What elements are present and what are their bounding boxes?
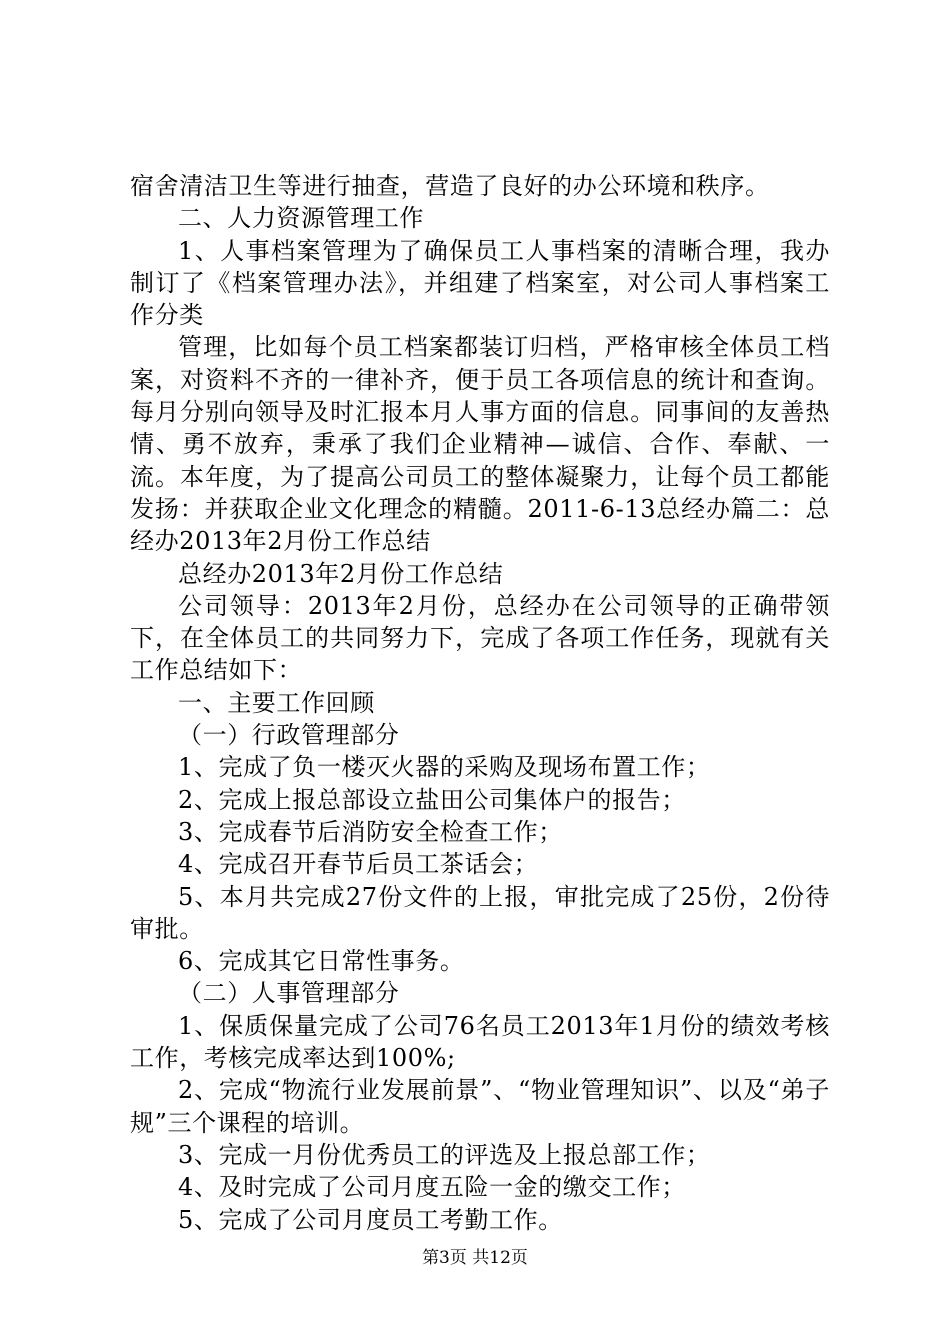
list-item: 4、及时完成了公司月度五险一金的缴交工作； bbox=[178, 1173, 686, 1202]
section-heading: 一、主要工作回顾 bbox=[178, 688, 375, 717]
paragraph: 宿舍清洁卫生等进行抽查，营造了良好的办公环境和秩序。 bbox=[130, 172, 770, 200]
paragraph: 管理，比如每个员工档案都装订归档，严格审核全体员工档案，对资料不齐的一律补齐，便于员工各项信息的统计和查询。每月分别向领导及时汇报本月人事方面的信息。同事间的友善热情、勇不放弃，秉承了我们企业精神—诚信、合作、奉献、一流。本年度，为了提高公司员工的整体凝聚力，让每个员工都能发扬：并获取企业文化理念的精髓。2011-6-13总经办篇二：总经办2013年2月份工作总结 bbox=[130, 333, 830, 556]
list-item: 1、保质保量完成了公司76名员工2013年1月份的绩效考核工作，考核完成率达到100%; bbox=[130, 1011, 830, 1073]
list-item: 5、完成了公司月度员工考勤工作。 bbox=[178, 1205, 563, 1234]
list-item: 6、完成其它日常性事务。 bbox=[178, 947, 465, 976]
page-number-footer: 第3页 共12页 bbox=[422, 1248, 528, 1268]
subsection-heading: （一）行政管理部分 bbox=[178, 721, 400, 750]
list-item: 1、完成了负一楼灭火器的采购及现场布置工作； bbox=[178, 753, 711, 782]
subsection-heading: （二）人事管理部分 bbox=[178, 979, 400, 1008]
list-item: 2、完成“物流行业发展前景”、“物业管理知识”、以及“弟子规”三个课程的培训。 bbox=[130, 1076, 830, 1137]
list-item: 3、完成一月份优秀员工的评选及上报总部工作； bbox=[178, 1140, 711, 1169]
paragraph: 1、人事档案管理为了确保员工人事档案的清晰合理，我办制订了《档案管理办法》，并组建了档案室，对公司人事档案工作分类 bbox=[130, 236, 830, 330]
paragraph: 公司领导：2013年2月份，总经办在公司领导的正确带领下，在全体员工的共同努力下，完成了各项工作任务，现就有关工作总结如下： bbox=[130, 591, 830, 685]
document-subtitle: 总经办2013年2月份工作总结 bbox=[178, 559, 504, 588]
list-item: 4、完成召开春节后员工茶话会； bbox=[178, 850, 539, 879]
section-heading: 二、人力资源管理工作 bbox=[178, 204, 424, 233]
document-body bbox=[130, 170, 830, 1236]
list-item: 2、完成上报总部设立盐田公司集体户的报告； bbox=[178, 785, 686, 814]
list-item: 5、本月共完成27份文件的上报，审批完成了25份，2份待审批。 bbox=[130, 882, 830, 943]
list-item: 3、完成春节后消防安全检查工作； bbox=[178, 817, 563, 846]
